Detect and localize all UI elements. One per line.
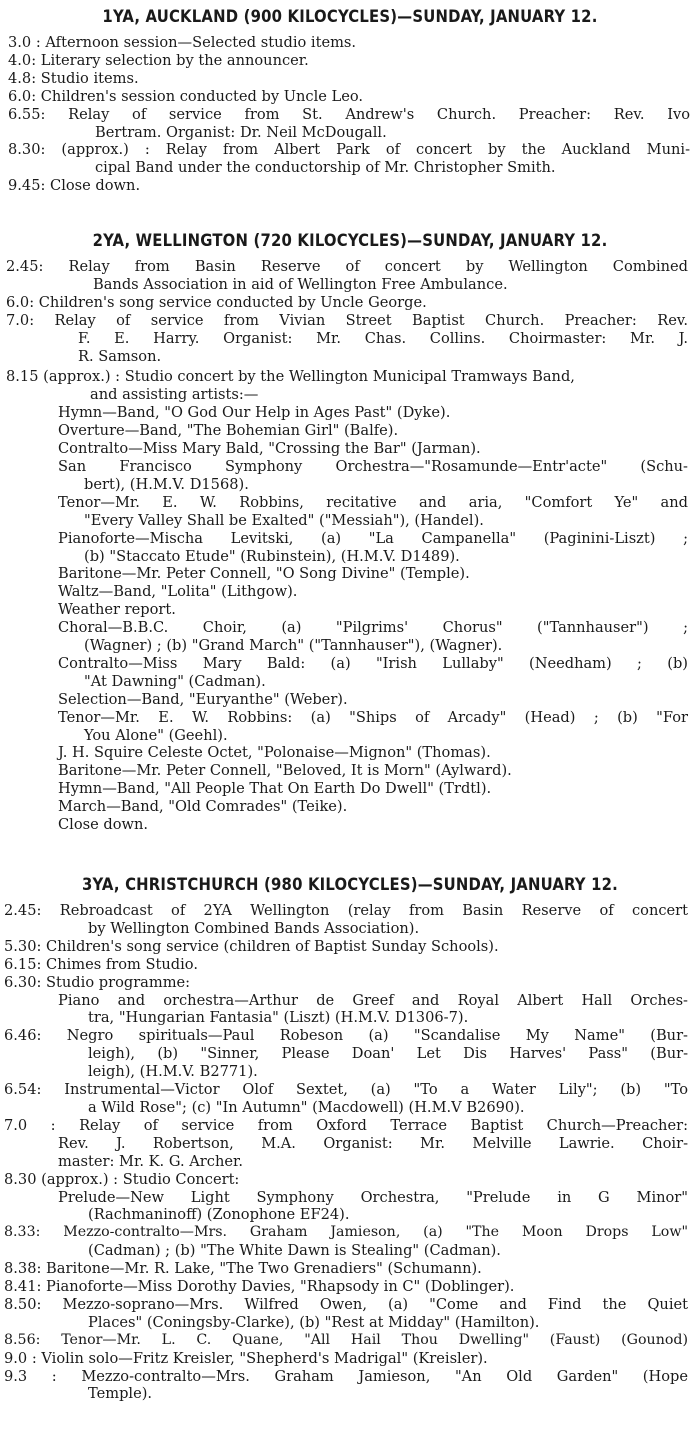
section-heading: 1YA, AUCKLAND (900 KILOCYCLES)—SUNDAY, JANUARY 12. xyxy=(102,7,598,26)
programme-line: 8.15 (approx.) : Studio concert by the Wellington Municipal Tramways Band, xyxy=(6,368,575,386)
programme-line: Rev. J. Robertson, M.A. Organist: Mr. Melville Lawrie. Choir- xyxy=(58,1134,688,1152)
programme-line: cipal Band under the conductorship of Mr. Christopher Smith. xyxy=(95,159,556,177)
programme-line: Waltz—Band, "Lolita" (Lithgow). xyxy=(58,583,298,601)
programme-line: 3.0 : Afternoon session—Selected studio items. xyxy=(8,34,357,51)
programme-line: 6.15: Chimes from Studio. xyxy=(4,955,198,973)
programme-line: 8.50: Mezzo-soprano—Mrs. Wilfred Owen, (a) "Come and Find the Quiet xyxy=(4,1295,688,1313)
programme-line: tra, "Hungarian Fantasia" (Liszt) (H.M.V. D1306-7). xyxy=(88,1009,469,1027)
programme-line: 6.46: Negro spirituals—Paul Robeson (a) "Scandalise My Name" (Bur- xyxy=(4,1027,688,1045)
programme-line: Pianoforte—Mischa Levitski, (a) "La Campanella" (Paginini-Liszt) ; xyxy=(58,529,688,547)
programme-list xyxy=(0,34,700,195)
programme-line: 6.54: Instrumental—Victor Olof Sextet, (a) "To a Water Lily"; (b) "To xyxy=(4,1081,688,1099)
programme-line: 4.8: Studio items. xyxy=(8,69,139,87)
programme-line: Overture—Band, "The Bohemian Girl" (Balfe). xyxy=(58,422,399,440)
programme-line: Places" (Coningsby-Clarke), (b) "Rest at Midday" (Hamilton). xyxy=(88,1313,540,1331)
programme-line: 7.0: Relay of service from Vivian Street Baptist Church. Preacher: Rev. xyxy=(6,311,688,329)
programme-line: 9.0 : Violin solo—Fritz Kreisler, "Shepherd's Madrigal" (Kreisler). xyxy=(4,1349,488,1367)
programme-line: by Wellington Combined Bands Association). xyxy=(88,919,420,937)
programme-line: 6.30: Studio programme: xyxy=(4,973,191,991)
programme-line: F. E. Harry. Organist: Mr. Chas. Collins. Choirmaster: Mr. J. xyxy=(78,329,688,347)
programme-line: J. H. Squire Celeste Octet, "Polonaise—Mignon" (Thomas). xyxy=(58,744,491,762)
programme-line: and assisting artists:— xyxy=(90,386,259,404)
programme-line: (Cadman) ; (b) "The White Dawn is Stealing" (Cadman). xyxy=(88,1242,501,1260)
programme-line: Selection—Band, "Euryanthe" (Weber). xyxy=(58,690,348,708)
programme-line: 6.0: Children's song service conducted by Uncle George. xyxy=(6,293,427,311)
programme-line: 4.0: Literary selection by the announcer. xyxy=(8,51,309,69)
section-heading: 3YA, CHRISTCHURCH (980 KILOCYCLES)—SUNDAY, JANUARY 12. xyxy=(81,875,618,894)
programme-line: Choral—B.B.C. Choir, (a) "Pilgrims' Chorus" ("Tannhauser") ; xyxy=(58,619,688,637)
programme-line: 2.45: Relay from Basin Reserve of concert by Wellington Combined xyxy=(6,258,688,275)
programme-line: 8.41: Pianoforte—Miss Dorothy Davies, "Rhapsody in C" (Doblinger). xyxy=(4,1278,515,1296)
programme-line: 9.45: Close down. xyxy=(8,177,141,195)
programme-line: Bands Association in aid of Wellington Free Ambulance. xyxy=(93,275,508,293)
programme-line: (b) "Staccato Etude" (Rubinstein), (H.M.V. D1489). xyxy=(84,547,460,565)
programme-line: You Alone" (Geehl). xyxy=(84,726,228,744)
programme-line: master: Mr. K. G. Archer. xyxy=(58,1152,243,1170)
programme-line: (Wagner) ; (b) "Grand March" ("Tannhauser"), (Wagner). xyxy=(84,637,503,655)
programme-line: Piano and orchestra—Arthur de Greef and Royal Albert Hall Orches- xyxy=(58,991,688,1009)
programme-line: "Every Valley Shall be Exalted" ("Messiah"), (Handel). xyxy=(84,511,484,529)
programme-line: 5.30: Children's song service (children of Baptist Sunday Schools). xyxy=(4,937,499,955)
programme-line: 8.30: (approx.) : Relay from Albert Park of concert by the Auckland Muni- xyxy=(8,141,690,159)
programme-line: a Wild Rose"; (c) "In Autumn" (Macdowell) (H.M.V B2690). xyxy=(88,1098,525,1116)
programme-line: 8.38: Baritone—Mr. R. Lake, "The Two Grenadiers" (Schumann). xyxy=(4,1260,482,1278)
programme-line: Contralto—Miss Mary Bald: (a) "Irish Lullaby" (Needham) ; (b) xyxy=(58,654,688,672)
section-1ya-auckland xyxy=(0,0,700,195)
programme-line: R. Samson. xyxy=(78,347,162,365)
programme-line: 6.55: Relay of service from St. Andrew's Church. Preacher: Rev. Ivo xyxy=(8,105,690,123)
programme-line: bert), (H.M.V. D1568). xyxy=(84,475,249,493)
programme-line: 8.33: Mezzo-contralto—Mrs. Graham Jamieson, (a) "The Moon Drops Low" xyxy=(4,1224,688,1241)
programme-line: Weather report. xyxy=(58,601,176,619)
programme-line: Tenor—Mr. E. W. Robbins, recitative and aria, "Comfort Ye" and xyxy=(58,493,688,511)
programme-line: San Francisco Symphony Orchestra—"Rosamunde—Entr'acte" (Schu- xyxy=(58,457,688,475)
section-heading: 2YA, WELLINGTON (720 KILOCYCLES)—SUNDAY, JANUARY 12. xyxy=(92,231,608,250)
section-2ya-wellington xyxy=(0,228,700,834)
programme-line: 9.3 : Mezzo-contralto—Mrs. Graham Jamieson, "An Old Garden" (Hope xyxy=(4,1367,688,1385)
programme-line: "At Dawning" (Cadman). xyxy=(84,672,266,690)
programme-list xyxy=(0,258,700,834)
programme-line: Close down. xyxy=(58,816,149,834)
programme-line: 8.30 (approx.) : Studio Concert: xyxy=(4,1170,240,1188)
programme-line: leigh), (b) "Sinner, Please Doan' Let Dis Harves' Pass" (Bur- xyxy=(88,1045,688,1063)
programme-line: 6.0: Children's session conducted by Uncle Leo. xyxy=(8,87,364,105)
programme-line: (Rachmaninoff) (Zonophone EF24). xyxy=(88,1206,350,1224)
programme-line: 7.0 : Relay of service from Oxford Terrace Baptist Church—Preacher: xyxy=(4,1116,688,1134)
programme-line: Baritone—Mr. Peter Connell, "O Song Divine" (Temple). xyxy=(58,565,470,583)
programme-line: Prelude—New Light Symphony Orchestra, "Prelude in G Minor" xyxy=(58,1188,688,1206)
programme-line: Temple). xyxy=(88,1385,153,1403)
programme-line: March—Band, "Old Comrades" (Teike). xyxy=(58,798,348,816)
programme-line: leigh), (H.M.V. B2771). xyxy=(88,1063,258,1081)
programme-line: Baritone—Mr. Peter Connell, "Beloved, It is Morn" (Aylward). xyxy=(58,762,512,780)
programme-line: 2.45: Rebroadcast of 2YA Wellington (relay from Basin Reserve of concert xyxy=(4,902,688,919)
programme-line: 8.56: Tenor—Mr. L. C. Quane, "All Hail Thou Dwelling" (Faust) (Gounod) xyxy=(4,1331,688,1348)
programme-line: Hymn—Band, "All People That On Earth Do Dwell" (Trdtl). xyxy=(58,780,492,798)
programme-line: Tenor—Mr. E. W. Robbins: (a) "Ships of Arcady" (Head) ; (b) "For xyxy=(58,708,688,726)
programme-list xyxy=(0,902,700,1403)
programme-line: Bertram. Organist: Dr. Neil McDougall. xyxy=(95,123,387,141)
programme-line: Hymn—Band, "O God Our Help in Ages Past" (Dyke). xyxy=(58,404,451,422)
programme-line: Contralto—Miss Mary Bald, "Crossing the Bar" (Jarman). xyxy=(58,440,481,458)
section-3ya-christchurch xyxy=(0,872,700,1403)
